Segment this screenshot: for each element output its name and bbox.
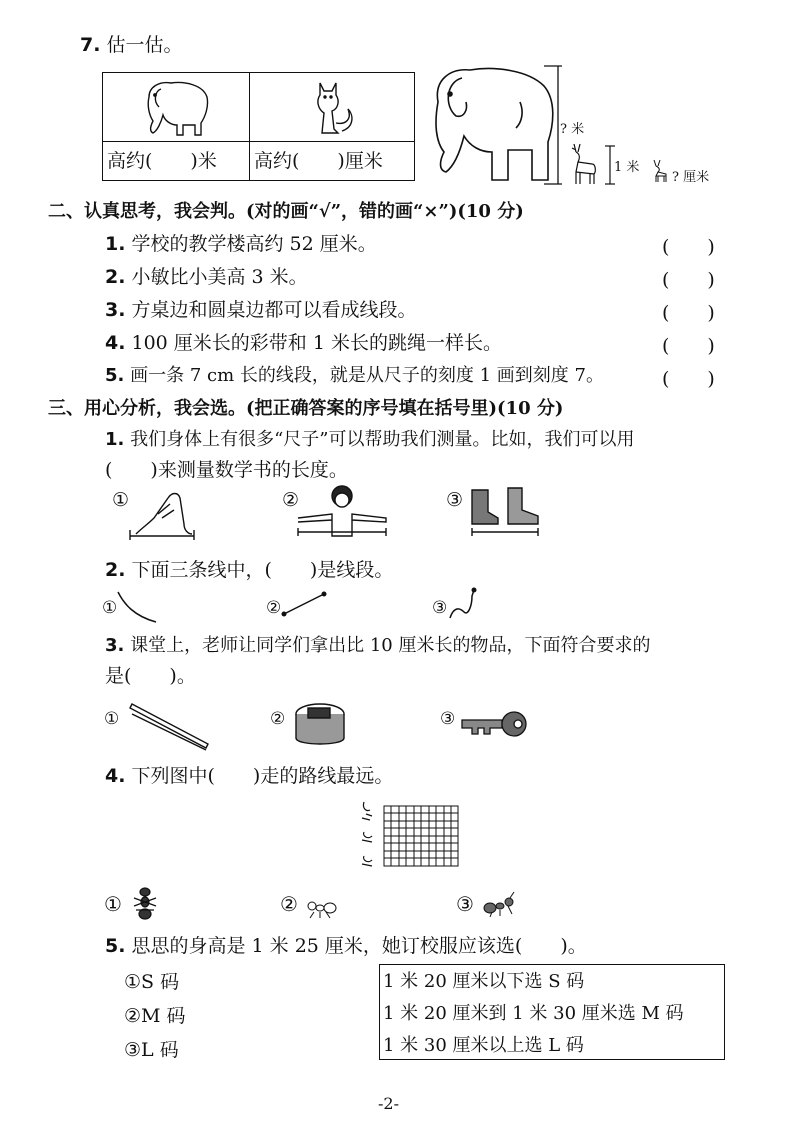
s3-q4-opt1-label[interactable]: ① [104,892,122,916]
q7-cell1-text: 高约( )米 [107,150,217,172]
s3-q5-number: 5. [105,935,126,957]
s3-q2-number: 2. [105,559,126,581]
s3-q2-opt1-label[interactable]: ① [102,598,118,618]
sharpener-image [292,700,350,752]
q7-label-q-meter: ? 米 [560,122,585,137]
s3-q3-number: 3. [105,635,125,656]
s2-item-1-answer[interactable]: ( ) [662,236,715,258]
s2-item-4-answer[interactable]: ( ) [662,335,715,357]
s3-q1-text: 我们身体上有很多“尺子”可以帮助我们测量。比如，我们可以用 [130,429,635,450]
small-deer-image [650,158,672,184]
s3-q2-opt2-label[interactable]: ② [266,598,282,618]
size-chart-box [379,964,725,1060]
curve-line-image [116,590,160,624]
s3-q3-line1 [105,634,650,658]
section2-heading: 二、认真思考，我会判。(对的画“√”，错的画“×”)(10 分) [48,201,524,222]
s2-item-1-number: 1. [105,233,126,255]
s3-q3-opt3-label[interactable]: ③ [440,709,456,729]
wavy-line-image [446,586,482,622]
q7-number: 7. [80,34,101,56]
s2-item-2-answer[interactable]: ( ) [662,269,715,291]
size-rule-s: 1 米 20 厘米以下选 S 码 [383,971,585,992]
s3-q2-opt3-label[interactable]: ③ [432,598,448,618]
s2-item-4-number: 4. [105,332,126,354]
s2-item-3-answer[interactable]: ( ) [662,302,715,324]
key-image [460,708,530,738]
s3-q3-opt2-label[interactable]: ② [270,709,286,729]
s2-item-5-answer[interactable]: ( ) [662,368,715,390]
q7-cell2-text: 高约( )厘米 [254,150,383,172]
s3-q1-line2: ( )来测量数学书的长度。 [105,459,348,481]
segment-image [280,590,330,618]
s3-q4-opt2-label[interactable]: ② [280,892,298,916]
s3-q2-line [105,558,393,582]
s3-q3-text: 课堂上，老师让同学们拿出比 10 厘米长的物品，下面符合要求的 [130,635,651,656]
s3-q1-opt2-label[interactable]: ② [282,489,300,511]
s2-item-3-text: 方桌边和圆桌边都可以看成线段。 [131,299,417,321]
s3-q2-text: 下面三条线中，( )是线段。 [131,559,394,581]
s2-item-5 [105,364,604,388]
s3-q4-number: 4. [105,765,126,787]
ant-1-image [128,884,162,920]
q7-table-img2 [249,72,415,142]
s3-q3-opt1-label[interactable]: ① [104,709,120,729]
s2-item-4 [105,331,502,355]
q7-cell2 [249,141,415,181]
s2-item-2 [105,265,308,289]
q7-table-img1 [102,72,250,142]
s2-item-5-number: 5. [105,365,125,386]
hand-span-image [128,484,198,540]
s2-item-2-number: 2. [105,266,126,288]
s2-item-2-text: 小敏比小美高 3 米。 [131,266,308,288]
s3-q5-option-s[interactable]: ①S 码 [124,971,180,993]
deer-image [566,142,606,188]
s3-q4-line [105,764,393,788]
small-elephant-image [103,73,248,140]
q7-cell1 [102,141,250,181]
q7-heading [80,33,183,57]
s3-q1-opt1-label[interactable]: ① [112,489,130,511]
s2-item-1 [105,232,377,256]
arm-span-image [296,484,388,540]
q7-label-1m: 1 米 [614,160,640,175]
s3-q1-number: 1. [105,429,125,450]
s3-q5-line [105,934,587,958]
s3-q3-line2: 是( )。 [105,665,196,687]
ant-3-image [482,890,518,918]
s3-q4-text: 下列图中( )走的路线最远。 [131,765,394,787]
page-number: -2- [378,1094,399,1113]
ant-2-image [304,894,338,920]
q7-title: 估一估。 [106,34,183,56]
s3-q4-opt3-label[interactable]: ③ [456,892,474,916]
fox-image [250,73,413,140]
s2-item-4-text: 100 厘米长的彩带和 1 米长的跳绳一样长。 [131,332,502,354]
s3-q5-option-m[interactable]: ②M 码 [124,1005,186,1027]
s2-item-3 [105,298,417,322]
s3-q1-line1 [105,428,635,452]
s2-item-1-text: 学校的教学楼高约 52 厘米。 [131,233,377,255]
q7-label-q-cm: ? 厘米 [672,170,710,185]
s2-item-3-number: 3. [105,299,126,321]
s3-q1-opt3-label[interactable]: ③ [446,489,464,511]
ant-grid-image [358,798,464,872]
chopsticks-image [128,700,212,752]
foot-step-image [462,484,546,540]
size-rule-m: 1 米 20 厘米到 1 米 30 厘米选 M 码 [383,1003,684,1024]
s3-q5-option-l[interactable]: ③L 码 [124,1039,179,1061]
section3-heading: 三、用心分析，我会选。(把正确答案的序号填在括号里)(10 分) [48,398,564,419]
size-rule-l: 1 米 30 厘米以上选 L 码 [383,1035,584,1056]
s2-item-5-text: 画一条 7 cm 长的线段，就是从尺子的刻度 1 画到刻度 7。 [130,365,604,386]
s3-q5-text: 思思的身高是 1 米 25 厘米，她订校服应该选( )。 [131,935,587,957]
